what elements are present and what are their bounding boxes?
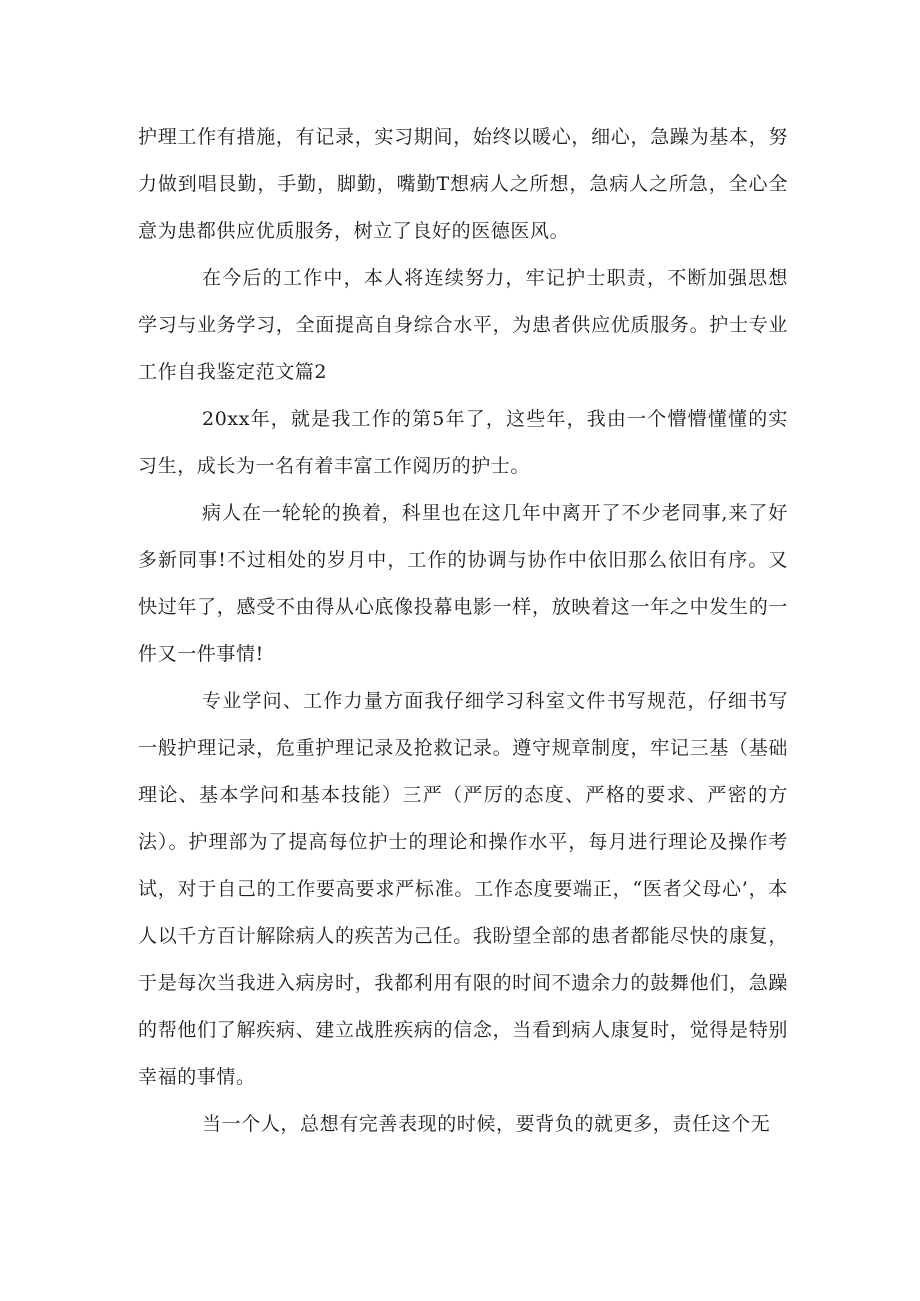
paragraph-3: 20xx年，就是我工作的第5年了，这些年，我由一个懵懵懂懂的实习生，成长为一名有着丰富工作阅历的护士。 bbox=[138, 408, 788, 477]
paragraph-2: 在今后的工作中，本人将连续努力，牢记护士职责，不断加强思想学习与业务学习，全面提高自身综合水平，为患者供应优质服务。护士专业工作自我鉴定范文篇2 bbox=[138, 267, 788, 383]
paragraph-5: 专业学问、工作力量方面我仔细学习科室文件书写规范，仔细书写一般护理记录，危重护理记录及抢救记录。遵守规章制度，牢记三基（基础理论、基本学问和基本技能）三严（严厉的态度、严格的要求、严密的方法）。护理部为了提高每位护士的理论和操作水平，每月进行理论及操作考试，对于自己的工作要高要求严标准。工作态度要端正，“医者父母心’，本人以千方百计解除病人的疾苦为己任。我盼望全部的患者都能尽快的康复，于是每次当我进入病房时，我都利用有限的时间不遗余力的鼓舞他们，急躁的帮他们了解疾病、建立战胜疾病的信念，当看到病人康复时，觉得是特别幸福的事情。 bbox=[138, 690, 788, 1088]
paragraph-1: 护理工作有措施，有记录，实习期间，始终以暖心，细心，急躁为基本，努力做到唱艮勤，手勤，脚勤，嘴勤T想病人之所想，急病人之所急，全心全意为患都供应优质服务，树立了良好的医德医风。 bbox=[138, 126, 788, 242]
paragraph-6: 当一个人，总想有完善表现的时候，要背负的就更多，责任这个无 bbox=[202, 1113, 771, 1135]
paragraph-4: 病人在一轮轮的换着，科里也在这几年中离开了不少老同事,来了好多新同事!不过相处的岁月中，工作的协调与协作中依旧那么依旧有序。又快过年了，感受不由得从心底像投幕电影一样，放映着这一年之中发生的一件又一件事情! bbox=[138, 502, 788, 665]
document-body bbox=[138, 114, 788, 1148]
